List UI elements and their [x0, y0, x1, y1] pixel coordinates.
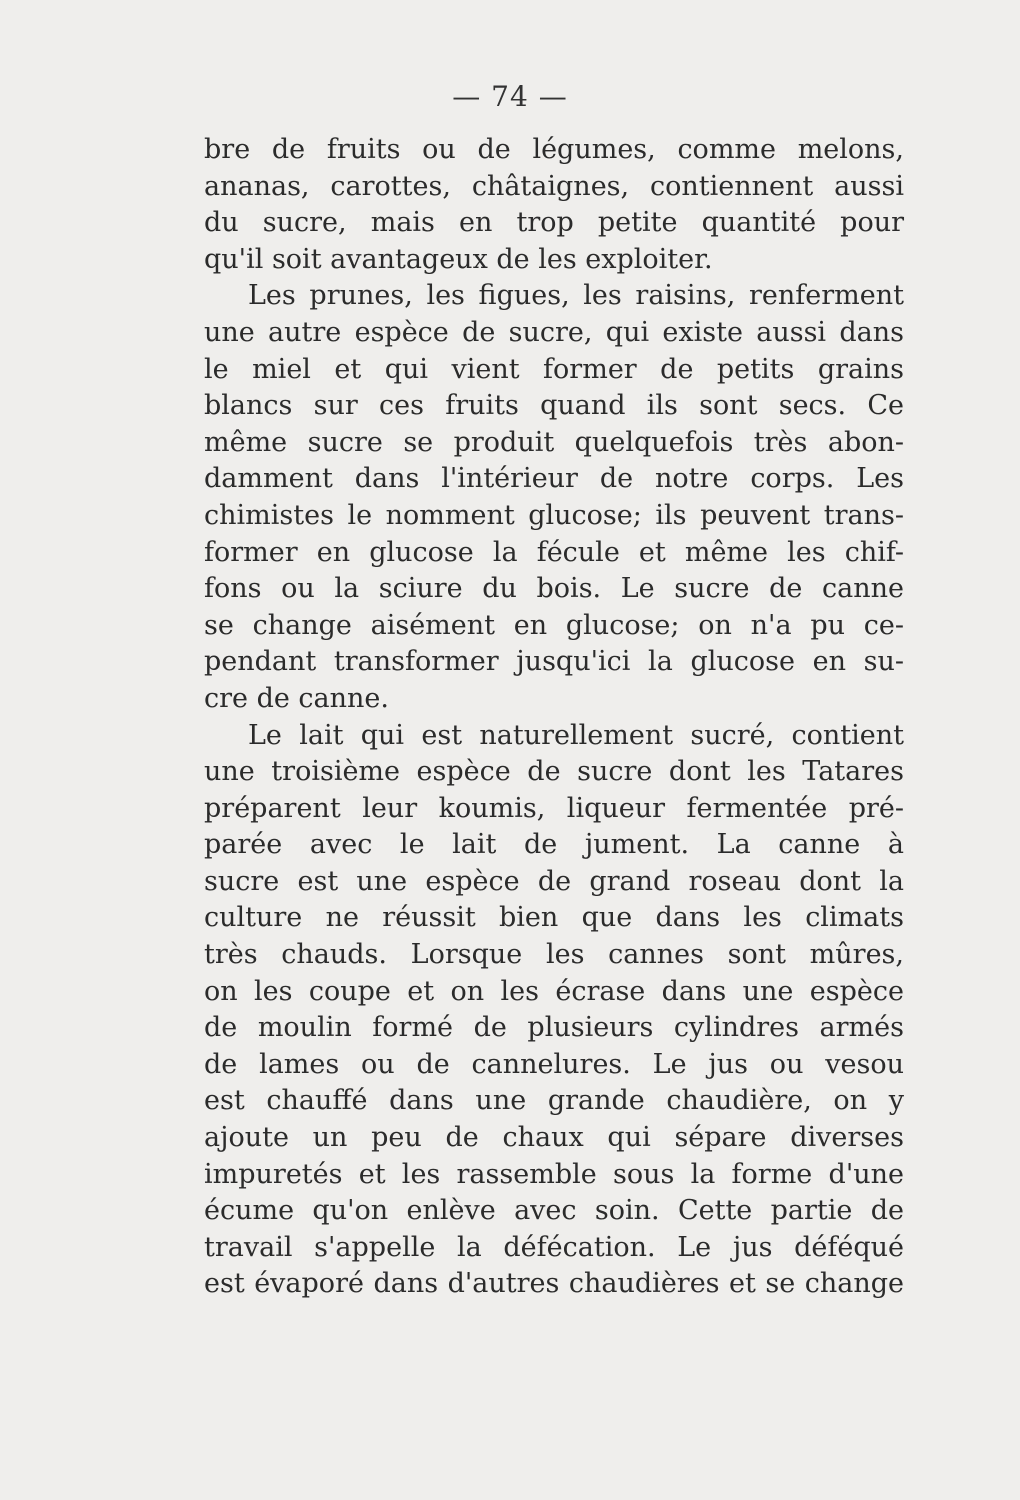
text-line: écume qu'on enlève avec soin. Cette partie de [204, 1195, 904, 1227]
text-line: damment dans l'intérieur de notre corps. Les [204, 463, 904, 495]
text-line: impuretés et les rassemble sous la forme d'une [204, 1158, 904, 1190]
text-line: blancs sur ces fruits quand ils sont secs. Ce [204, 390, 904, 422]
text-line: du sucre, mais en trop petite quantité pour [204, 207, 904, 239]
text-line: former en glucose la fécule et même les chif- [204, 536, 904, 568]
text-line: fons ou la sciure du bois. Le sucre de canne [204, 573, 904, 605]
text-line: se change aisément en glucose; on n'a pu ce- [204, 609, 904, 641]
text-line: est chauffé dans une grande chaudière, on y [204, 1085, 904, 1117]
text-line: cre de canne. [204, 682, 389, 714]
text-line: le miel et qui vient former de petits grains [204, 353, 904, 385]
text-line: parée avec le lait de jument. La canne à [204, 829, 904, 861]
text-line: une autre espèce de sucre, qui existe aussi dans [204, 316, 904, 348]
text-line: chimistes le nomment glucose; ils peuvent trans- [204, 499, 904, 531]
page-number: — 74 — [452, 80, 568, 113]
text-line: pendant transformer jusqu'ici la glucose en su- [204, 646, 904, 678]
text-line: sucre est une espèce de grand roseau dont la [204, 865, 904, 897]
text-line: culture ne réussit bien que dans les climats [204, 902, 904, 934]
text-line: une troisième espèce de sucre dont les Tatares [204, 756, 904, 788]
text-line: ananas, carottes, châtaignes, contiennent aussi [204, 170, 904, 202]
paragraph-start-line: Le lait qui est naturellement sucré, contient [248, 719, 904, 751]
text-line: qu'il soit avantageux de les exploiter. [204, 243, 713, 275]
text-line: est évaporé dans d'autres chaudières et se change [204, 1268, 904, 1300]
text-line: travail s'appelle la défécation. Le jus déféqué [204, 1231, 904, 1263]
text-line: préparent leur koumis, liqueur fermentée pré- [204, 792, 904, 824]
text-line: bre de fruits ou de légumes, comme melons, [204, 134, 904, 165]
text-line: très chauds. Lorsque les cannes sont mûres, [204, 939, 904, 971]
text-line: on les coupe et on les écrase dans une espèce [204, 975, 904, 1007]
paragraph-start-line: Les prunes, les figues, les raisins, renferment [248, 280, 904, 312]
body-text [204, 132, 904, 1303]
text-line: de moulin formé de plusieurs cylindres armés [204, 1012, 904, 1044]
text-line: ajoute un peu de chaux qui sépare diverses [204, 1122, 904, 1154]
text-line: de lames ou de cannelures. Le jus ou vesou [204, 1048, 904, 1080]
text-line: même sucre se produit quelquefois très abon- [204, 426, 904, 458]
